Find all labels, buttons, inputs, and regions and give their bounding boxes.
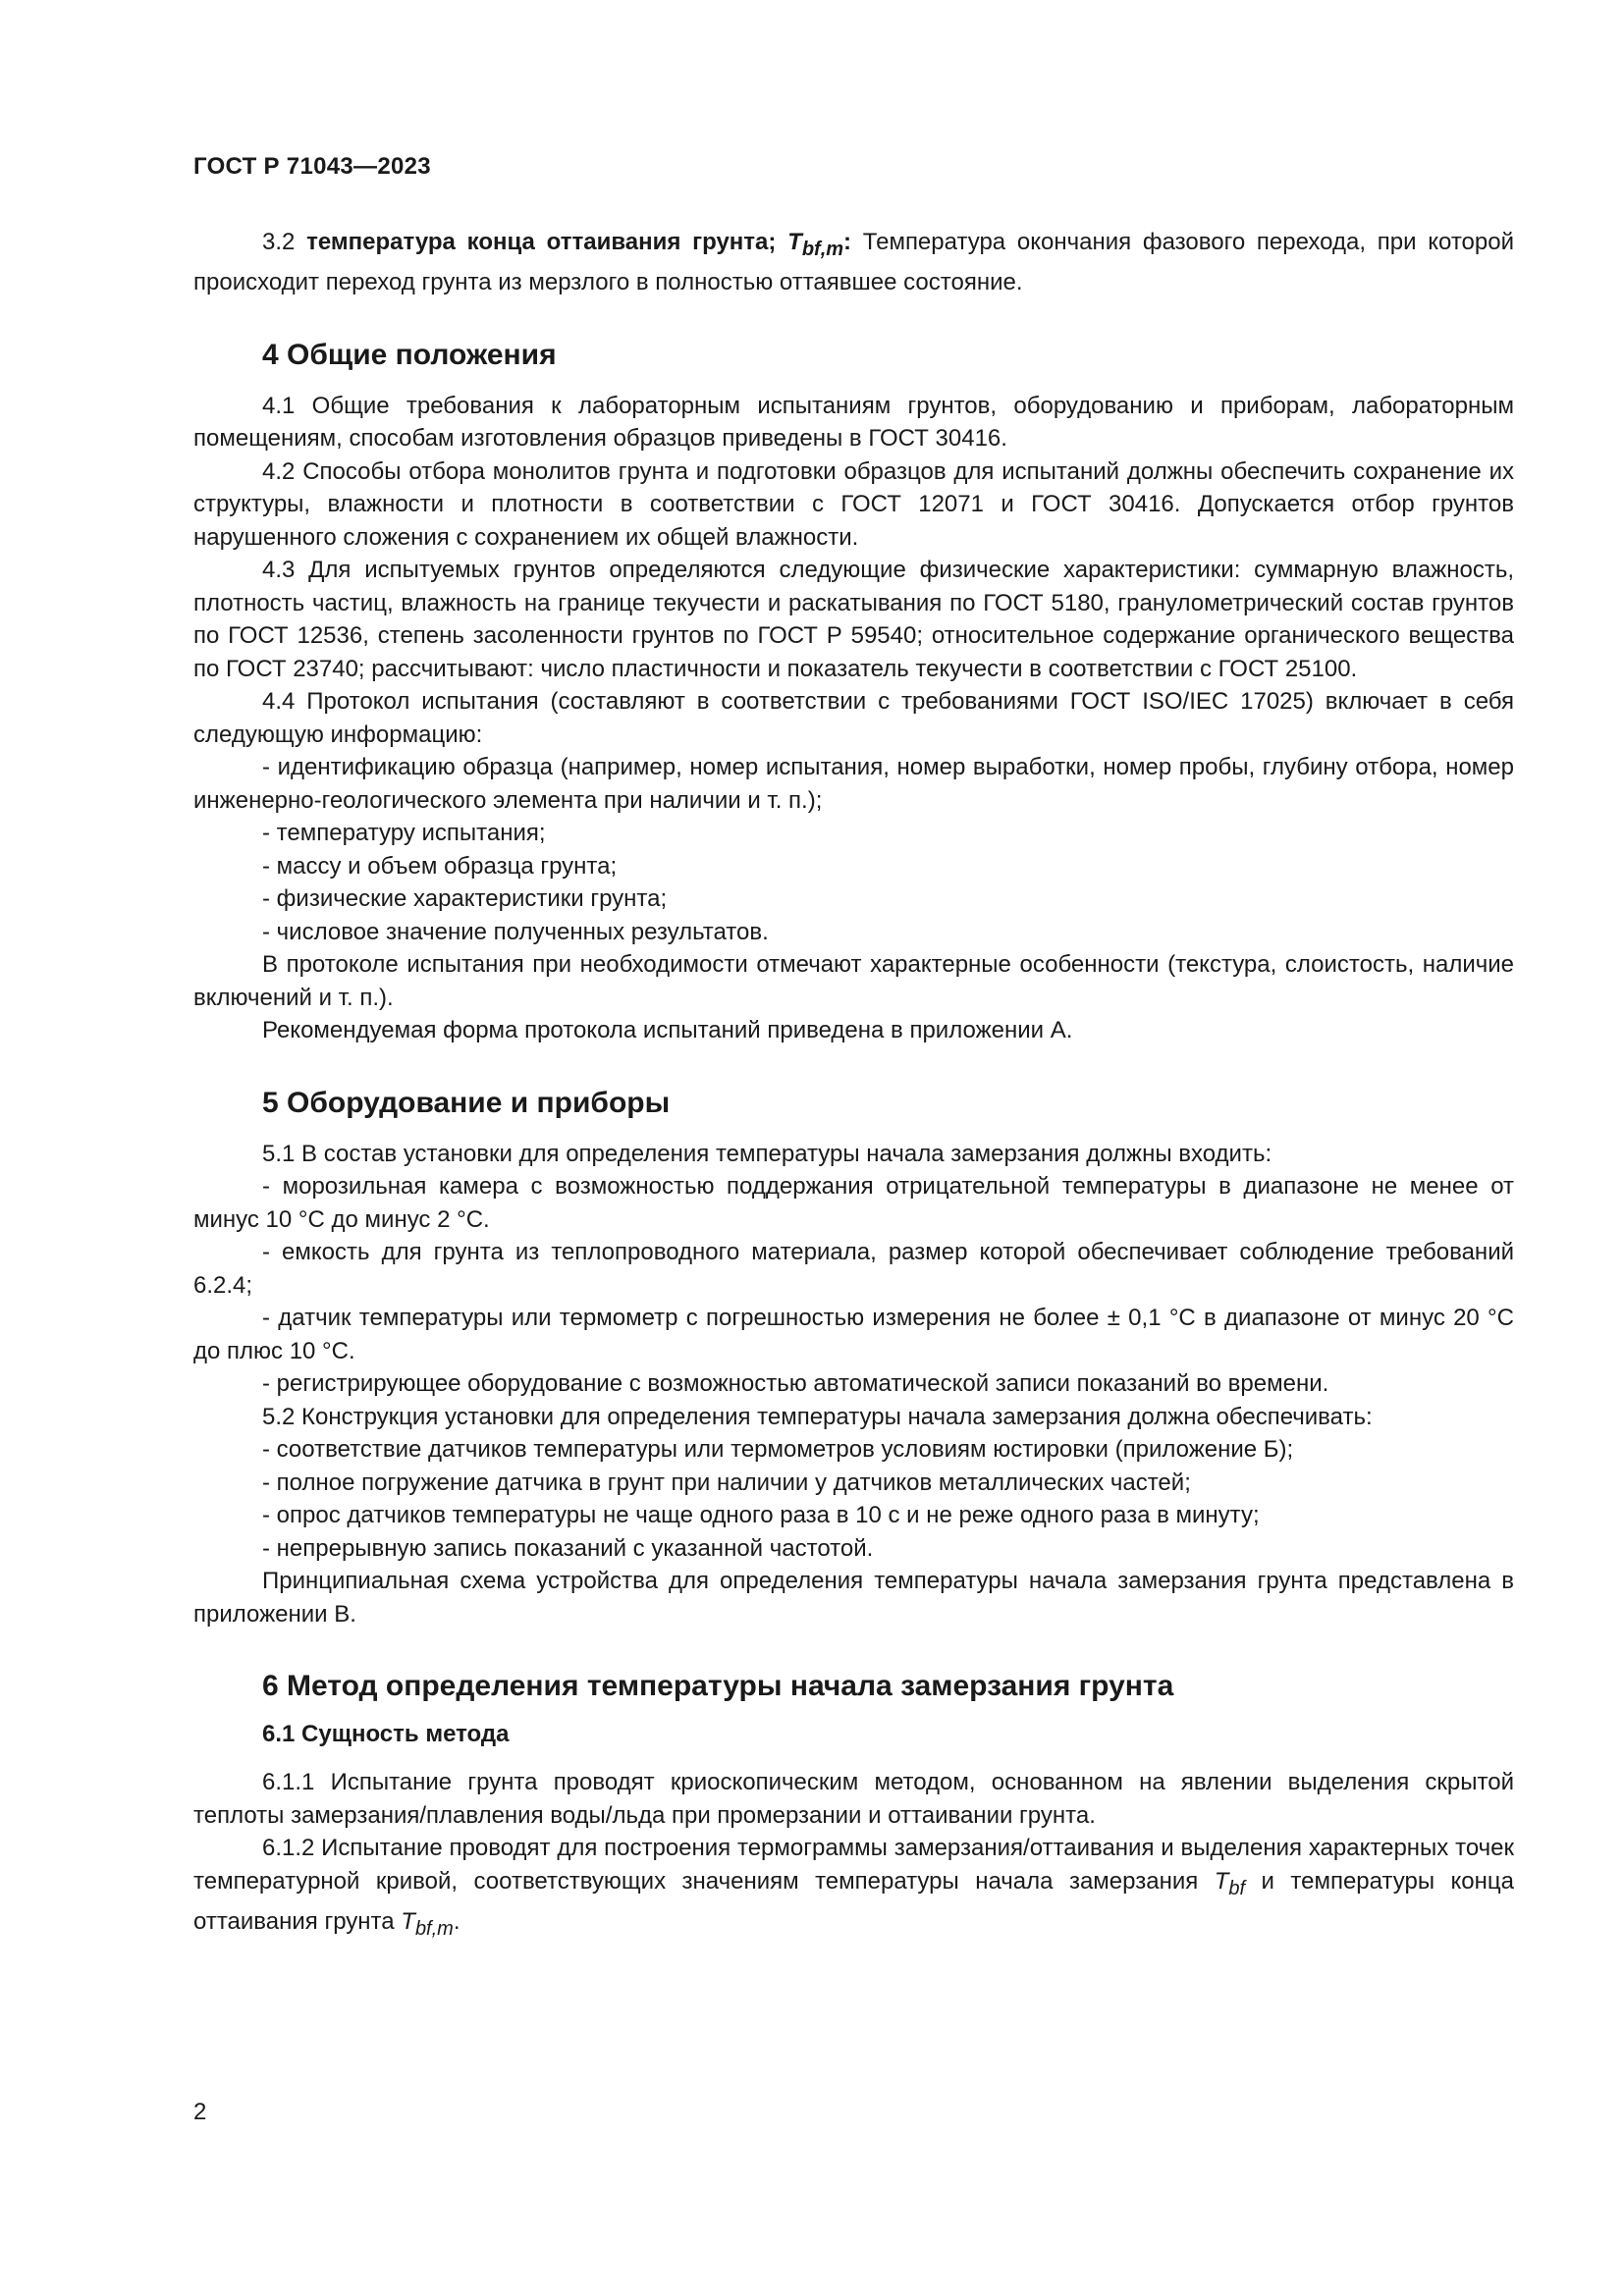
paragraph-5-3: Принципиальная схема устройства для определения температуры начала замерзания грунта представлена в приложении В. — [193, 1568, 1514, 1628]
list-item: - датчик температуры или термометр с погрешностью измерения не более ± 0,1 °С в диапазоне от минус 20 °С до плюс 10 °С. — [193, 1305, 1514, 1364]
definition-3-2 — [193, 226, 1514, 299]
paragraph-4-3: 4.3 Для испытуемых грунтов определяются следующие физические характеристики: суммарную влажность, плотность частиц, влажность на границе текучести и раскатывания по ГОСТ 5180, гранулометрический состав грунтов по ГОСТ 12536, степень засоленности грунтов по ГОСТ Р 59540; относительное содержание органического вещества по ГОСТ 23740; рассчитывают: число пластичности и показатель текучести в соответствии с ГОСТ 25100. — [193, 557, 1514, 682]
symbol-tbfm: $T_{bf,m}$ — [787, 229, 844, 260]
subsection-6-1-title: 6.1 Сущность метода — [262, 1721, 510, 1748]
paragraph-4-5: В протоколе испытания при необходимости отмечают характерные особенности (текстура, слоистость, наличие включений и т. п.). — [193, 951, 1514, 1011]
list-item: - температуру испытания; — [262, 820, 546, 847]
paragraph-4-2: 4.2 Способы отбора монолитов грунта и подготовки образцов для испытаний должны обеспечить сохранение их структуры, влажности и плотности в соответствии с ГОСТ 12071 и ГОСТ 30416. Допускается отбор грунтов нарушенного сложения с сохранением их общей влажности. — [193, 457, 1514, 551]
list-item: - морозильная камера с возможностью поддержания отрицательной температуры в диапазоне не менее от минус 10 °С до минус 2 °С. — [193, 1173, 1514, 1233]
section-4-title: 4 Общие положения — [262, 338, 557, 371]
paragraph-6-1-2: 6.1.2 Испытание проводят для построения термограммы замерзания/оттаивания и выделения характерных точек температурной кривой, соответствующих значениям температуры начала замерзания $T_{bf}$ и температуры конца оттаивания грунта $T_{bf,m}$. — [193, 1835, 1514, 1940]
list-item: - физические характеристики грунта; — [262, 885, 668, 913]
paragraph-4-6: Рекомендуемая форма протокола испытаний приведена в приложении А. — [262, 1017, 1073, 1044]
paragraph-5-2: 5.2 Конструкция установки для определения температуры начала замерзания должна обеспечивать: — [262, 1403, 1373, 1430]
list-item: - опрос датчиков температуры не чаще одного раза в 10 с и не реже одного раза в минуту; — [262, 1502, 1260, 1529]
list-item: - массу и объем образца грунта; — [262, 852, 618, 880]
list-item: - соответствие датчиков температуры или термометров условиям юстировки (приложение Б); — [262, 1436, 1294, 1464]
section-6-title: 6 Метод определения температуры начала замерзания грунта — [262, 1670, 1174, 1703]
list-item: - регистрирующее оборудование с возможностью автоматической записи показаний во времени. — [262, 1370, 1329, 1398]
paragraph-4-4: 4.4 Протокол испытания (составляют в соответствии с требованиями ГОСТ ISO/IEC 17025) включает в себя следующую информацию: — [193, 688, 1514, 748]
list-item: - числовое значение полученных результатов. — [262, 918, 769, 945]
section-5-title: 5 Оборудование и приборы — [262, 1086, 671, 1119]
paragraph-5-1: 5.1 В состав установки для определения температуры начала замерзания должны входить: — [262, 1140, 1272, 1167]
def-term: температура конца оттаивания грунта; $T_{bf,m}$: — [306, 229, 852, 260]
list-item: - емкость для грунта из теплопроводного материала, размер которой обеспечивает соблюдение требований 6.2.4; — [193, 1239, 1514, 1299]
def-text: Температура окончания фазового перехода, при которой происходит переход грунта из мерзлого в полностью оттаявшее состояние. — [193, 229, 1514, 296]
page-number: 2 — [193, 2099, 207, 2125]
page-body — [193, 147, 1514, 1946]
symbol-tbfm: $T_{bf,m}$ — [401, 1908, 454, 1940]
paragraph-6-1-1: 6.1.1 Испытание грунта проводят криоскопическим методом, основанном на явлении выделения скрытой теплоты замерзания/плавления воды/льда при промерзании и оттаивании грунта. — [193, 1769, 1514, 1829]
paragraph-4-1: 4.1 Общие требования к лабораторным испытаниям грунтов, оборудованию и приборам, лабораторным помещениям, способам изготовления образцов приведены в ГОСТ 30416. — [193, 392, 1514, 453]
def-number: 3.2 — [262, 229, 296, 255]
symbol-tbf: $T_{bf}$ — [1214, 1867, 1246, 1899]
document-header: ГОСТ Р 71043—2023 — [193, 153, 431, 180]
list-item: - полное погружение датчика в грунт при наличии у датчиков металлических частей; — [262, 1468, 1191, 1496]
list-item: - идентификацию образца (например, номер испытания, номер выработки, номер пробы, глубину отбора, номер инженерно-геологического элемента при наличии и т. п.); — [193, 754, 1514, 814]
list-item: - непрерывную запись показаний с указанной частотой. — [262, 1534, 874, 1562]
